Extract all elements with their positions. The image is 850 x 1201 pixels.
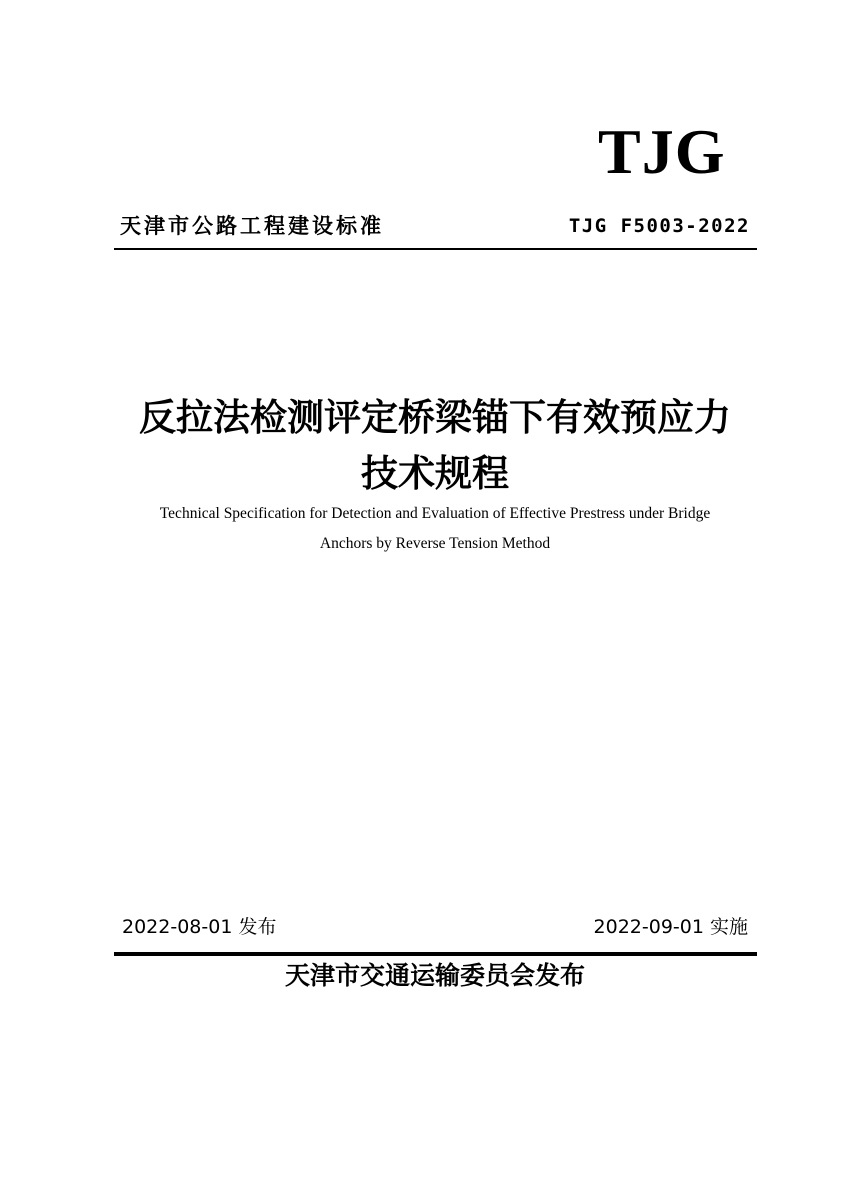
- title-english-line2: Anchors by Reverse Tension Method: [319, 535, 551, 552]
- publisher: 天津市交通运输委员会发布: [284, 961, 585, 990]
- header-divider: [114, 248, 757, 250]
- title-chinese-line1: 反拉法检测评定桥梁锚下有效预应力: [139, 395, 731, 439]
- footer-divider: [114, 952, 757, 956]
- standard-code: TJG F5003-2022: [568, 215, 750, 237]
- standard-logo: TJG: [598, 116, 726, 187]
- issue-date: 2022-08-01 发布: [122, 916, 277, 938]
- standard-type: 天津市公路工程建设标准: [120, 214, 384, 238]
- title-chinese-line2: 技术规程: [361, 451, 509, 495]
- effective-date: 2022-09-01 实施: [593, 916, 748, 938]
- title-english-line1: Technical Specification for Detection and Evaluation of Effective Prestress under Bridge: [159, 505, 711, 522]
